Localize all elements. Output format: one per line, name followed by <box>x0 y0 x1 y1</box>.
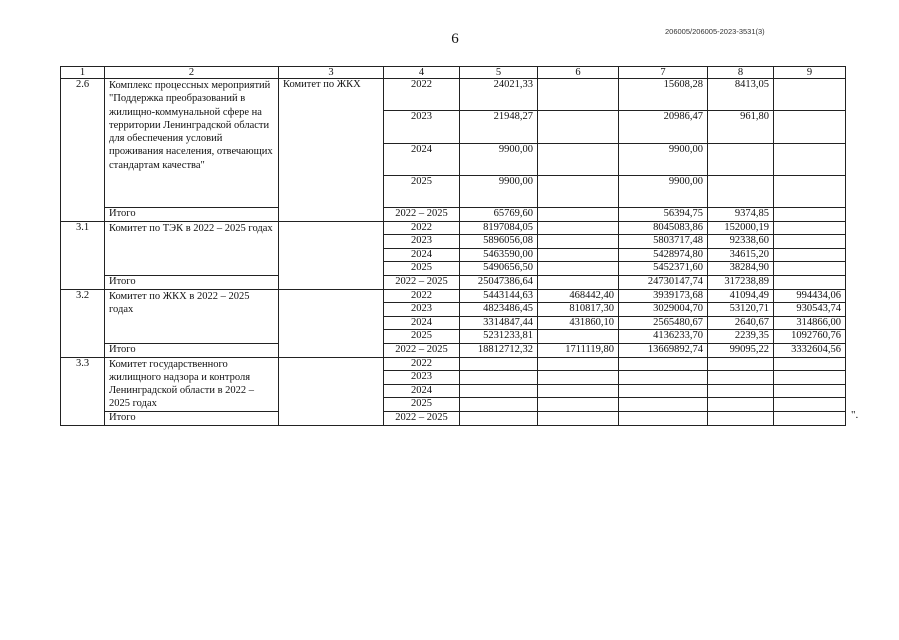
amount-cell <box>538 79 619 111</box>
amount-cell <box>538 111 619 143</box>
amount-cell <box>774 235 846 249</box>
amount-cell <box>460 398 538 412</box>
amount-cell <box>774 357 846 371</box>
total-row <box>61 275 846 289</box>
amount-cell: 2239,35 <box>708 330 774 344</box>
amount-cell <box>774 143 846 175</box>
year-cell: 2023 <box>384 111 460 143</box>
amount-cell: 5443144,63 <box>460 289 538 303</box>
header-cell: 7 <box>619 67 708 79</box>
amount-cell: 3314847,44 <box>460 316 538 330</box>
row-number: 3.1 <box>61 221 105 289</box>
total-amount-cell: 9374,85 <box>708 208 774 222</box>
year-cell: 2025 <box>384 262 460 276</box>
total-amount-cell: 13669892,74 <box>619 343 708 357</box>
closing-quote-mark: ". <box>851 409 859 421</box>
amount-cell <box>774 262 846 276</box>
year-cell: 2025 <box>384 330 460 344</box>
executor-cell <box>279 289 384 357</box>
total-amount-cell: 24730147,74 <box>619 275 708 289</box>
header-cell: 4 <box>384 67 460 79</box>
amount-cell: 4823486,45 <box>460 303 538 317</box>
amount-cell: 3939173,68 <box>619 289 708 303</box>
amount-cell <box>538 221 619 235</box>
year-cell: 2022 <box>384 289 460 303</box>
amount-cell: 2565480,67 <box>619 316 708 330</box>
year-cell: 2023 <box>384 303 460 317</box>
program-name: Комитет по ТЭК в 2022 – 2025 годах <box>105 221 279 275</box>
table-row <box>61 79 846 111</box>
budget-table <box>60 66 846 426</box>
amount-cell: 24021,33 <box>460 79 538 111</box>
header-cell: 5 <box>460 67 538 79</box>
amount-cell: 431860,10 <box>538 316 619 330</box>
amount-cell <box>538 357 619 371</box>
amount-cell <box>619 371 708 385</box>
amount-cell: 8045083,86 <box>619 221 708 235</box>
total-amount-cell: 18812712,32 <box>460 343 538 357</box>
amount-cell <box>774 371 846 385</box>
row-number: 3.3 <box>61 357 105 425</box>
amount-cell <box>460 357 538 371</box>
total-amount-cell: 3332604,56 <box>774 343 846 357</box>
amount-cell: 2640,67 <box>708 316 774 330</box>
amount-cell <box>538 330 619 344</box>
total-amount-cell: 56394,75 <box>619 208 708 222</box>
document-id: 206005/206005-2023-3531(3) <box>665 27 765 36</box>
amount-cell <box>774 384 846 398</box>
year-range-cell: 2022 – 2025 <box>384 208 460 222</box>
total-amount-cell: 65769,60 <box>460 208 538 222</box>
year-cell: 2022 <box>384 221 460 235</box>
total-label: Итого <box>105 343 279 357</box>
total-row <box>61 343 846 357</box>
amount-cell: 1092760,76 <box>774 330 846 344</box>
amount-cell: 994434,06 <box>774 289 846 303</box>
row-number: 3.2 <box>61 289 105 357</box>
table-row <box>61 289 846 303</box>
program-name: Комитет по ЖКХ в 2022 – 2025 годах <box>105 289 279 343</box>
amount-cell <box>460 384 538 398</box>
program-name: Комитет государственного жилищного надзора и контроля Ленинградской области в 2022 – 2025 годах <box>105 357 279 411</box>
amount-cell: 5490656,50 <box>460 262 538 276</box>
year-cell: 2024 <box>384 248 460 262</box>
page-number: 6 <box>451 31 459 47</box>
program-name: Комплекс процессных мероприятий "Поддержка преобразований в жилищно-коммунальной сфере на территории Ленинградской области для обеспечения условий проживания населения, отвечающих стандартам качества" <box>105 79 279 208</box>
amount-cell <box>538 262 619 276</box>
total-amount-cell <box>538 411 619 425</box>
amount-cell: 9900,00 <box>619 175 708 207</box>
header-cell: 6 <box>538 67 619 79</box>
year-cell: 2025 <box>384 175 460 207</box>
amount-cell <box>538 248 619 262</box>
executor-cell <box>279 357 384 425</box>
header-cell: 2 <box>105 67 279 79</box>
executor-cell <box>279 221 384 289</box>
amount-cell <box>708 398 774 412</box>
amount-cell <box>774 398 846 412</box>
header-cell: 1 <box>61 67 105 79</box>
table-row <box>61 221 846 235</box>
total-label: Итого <box>105 411 279 425</box>
amount-cell <box>708 384 774 398</box>
amount-cell: 9900,00 <box>460 143 538 175</box>
total-amount-cell: 99095,22 <box>708 343 774 357</box>
amount-cell: 9900,00 <box>619 143 708 175</box>
amount-cell: 41094,49 <box>708 289 774 303</box>
total-amount-cell: 317238,89 <box>708 275 774 289</box>
amount-cell <box>774 248 846 262</box>
amount-cell <box>460 371 538 385</box>
amount-cell: 5231233,81 <box>460 330 538 344</box>
amount-cell: 930543,74 <box>774 303 846 317</box>
amount-cell <box>538 235 619 249</box>
amount-cell: 92338,60 <box>708 235 774 249</box>
amount-cell: 468442,40 <box>538 289 619 303</box>
amount-cell <box>774 221 846 235</box>
amount-cell: 810817,30 <box>538 303 619 317</box>
amount-cell: 3029004,70 <box>619 303 708 317</box>
amount-cell: 15608,28 <box>619 79 708 111</box>
amount-cell: 4136233,70 <box>619 330 708 344</box>
amount-cell: 21948,27 <box>460 111 538 143</box>
amount-cell: 53120,71 <box>708 303 774 317</box>
year-cell: 2024 <box>384 384 460 398</box>
amount-cell: 9900,00 <box>460 175 538 207</box>
year-cell: 2022 <box>384 357 460 371</box>
amount-cell: 314866,00 <box>774 316 846 330</box>
amount-cell <box>774 175 846 207</box>
amount-cell: 5452371,60 <box>619 262 708 276</box>
amount-cell: 5463590,00 <box>460 248 538 262</box>
total-label: Итого <box>105 208 279 222</box>
year-cell: 2023 <box>384 235 460 249</box>
amount-cell: 152000,19 <box>708 221 774 235</box>
year-cell: 2025 <box>384 398 460 412</box>
amount-cell <box>538 175 619 207</box>
total-amount-cell <box>774 275 846 289</box>
header-cell: 9 <box>774 67 846 79</box>
amount-cell: 34615,20 <box>708 248 774 262</box>
total-amount-cell <box>538 275 619 289</box>
amount-cell: 20986,47 <box>619 111 708 143</box>
amount-cell <box>708 143 774 175</box>
total-amount-cell <box>774 208 846 222</box>
total-amount-cell <box>774 411 846 425</box>
total-amount-cell <box>708 411 774 425</box>
amount-cell <box>538 384 619 398</box>
amount-cell: 961,80 <box>708 111 774 143</box>
total-amount-cell <box>538 208 619 222</box>
amount-cell <box>538 371 619 385</box>
amount-cell: 38284,90 <box>708 262 774 276</box>
total-row <box>61 208 846 222</box>
header-cell: 8 <box>708 67 774 79</box>
amount-cell <box>538 398 619 412</box>
year-cell: 2024 <box>384 143 460 175</box>
total-amount-cell: 1711119,80 <box>538 343 619 357</box>
year-cell: 2024 <box>384 316 460 330</box>
year-range-cell: 2022 – 2025 <box>384 343 460 357</box>
amount-cell <box>619 384 708 398</box>
amount-cell: 5803717,48 <box>619 235 708 249</box>
amount-cell <box>538 143 619 175</box>
amount-cell: 8197084,05 <box>460 221 538 235</box>
row-number: 2.6 <box>61 79 105 222</box>
amount-cell <box>708 357 774 371</box>
amount-cell <box>619 398 708 412</box>
amount-cell <box>774 79 846 111</box>
header-cell: 3 <box>279 67 384 79</box>
header-row <box>61 67 846 79</box>
executor-cell: Комитет по ЖКХ <box>279 79 384 222</box>
amount-cell: 5428974,80 <box>619 248 708 262</box>
amount-cell <box>708 175 774 207</box>
total-label: Итого <box>105 275 279 289</box>
amount-cell <box>619 357 708 371</box>
year-range-cell: 2022 – 2025 <box>384 275 460 289</box>
amount-cell: 5896056,08 <box>460 235 538 249</box>
amount-cell: 8413,05 <box>708 79 774 111</box>
total-row <box>61 411 846 425</box>
total-amount-cell: 25047386,64 <box>460 275 538 289</box>
year-cell: 2022 <box>384 79 460 111</box>
year-cell: 2023 <box>384 371 460 385</box>
table-row <box>61 357 846 371</box>
total-amount-cell <box>619 411 708 425</box>
amount-cell <box>774 111 846 143</box>
total-amount-cell <box>460 411 538 425</box>
year-range-cell: 2022 – 2025 <box>384 411 460 425</box>
amount-cell <box>708 371 774 385</box>
